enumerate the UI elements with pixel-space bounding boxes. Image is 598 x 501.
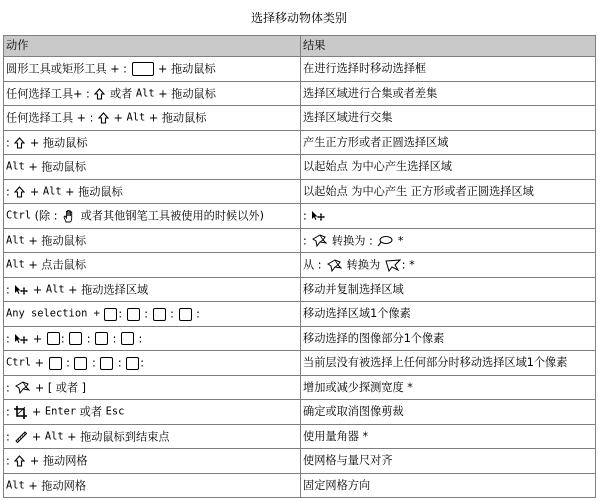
cell-text: + 拖动鼠标 [24, 160, 87, 174]
result-cell: 移动选择区域1个像素 [301, 302, 596, 327]
cell-text: : * [401, 258, 415, 272]
action-cell [4, 130, 301, 155]
cell-text: + [31, 356, 48, 370]
cell-text: : [134, 332, 143, 345]
result-cell: 移动并复制选择区域 [301, 277, 596, 302]
cell-text: : [118, 307, 126, 321]
cell-text: + [28, 405, 45, 419]
cell-text: + [28, 430, 45, 443]
cell-text: 从 : [303, 258, 326, 272]
table-header-row [4, 36, 596, 57]
header-result: 结果 [301, 36, 596, 57]
cell-text: + 拖动鼠标 [26, 136, 88, 149]
result-cell: 使网格与量尺对齐 [301, 449, 596, 474]
table-row [4, 155, 596, 180]
action-cell [4, 228, 301, 253]
lasso-icon [311, 234, 327, 247]
move-icon [14, 284, 28, 296]
cell-text: : [140, 356, 144, 370]
result-cell: 选择区域进行交集 [301, 106, 596, 131]
cell-text: : [62, 356, 74, 370]
action-cell [4, 179, 301, 204]
cell-text: 转换为 [343, 258, 384, 272]
cell-text: + 拖动网格 [26, 454, 88, 468]
result-cell: 移动选择的图像部分1个像素 [301, 326, 596, 351]
table-row [4, 326, 596, 351]
table-row [4, 57, 596, 82]
cell-text: : [6, 430, 14, 443]
table-row [4, 375, 596, 400]
action-cell [4, 400, 301, 425]
cell-text: 或者 [76, 405, 106, 419]
table-row [4, 81, 596, 106]
cell-text: : [6, 283, 14, 296]
action-cell [4, 253, 301, 278]
cell-text: + 拖动网格 [24, 479, 87, 492]
cell-text: : [60, 332, 69, 345]
result-cell: 增加或减少探测宽度 * [301, 375, 596, 400]
action-cell [4, 302, 301, 327]
crop-icon [14, 406, 27, 419]
result-cell: 选择区域进行合集或者差集 [301, 81, 596, 106]
key-name: Any selection + [6, 307, 100, 320]
table-row [4, 449, 596, 474]
cell-text: + 拖动鼠标 [145, 111, 207, 125]
cell-text: 任何选择工具+ : [6, 87, 94, 100]
table-row [4, 204, 596, 229]
table-row [4, 277, 596, 302]
cell-text: : [192, 307, 200, 321]
page-title: 选择移动物体类别 [250, 11, 347, 25]
key-name: Ctrl [6, 356, 32, 369]
table-row [4, 351, 596, 376]
arrow-key-icon [49, 357, 62, 370]
shift-icon [94, 88, 105, 100]
cell-text: : [6, 381, 14, 394]
shift-icon [98, 112, 109, 124]
result-cell: 固定网格方向 [301, 473, 596, 498]
header-action: 动作 [4, 36, 301, 57]
cell-text: 或者 [106, 87, 136, 100]
arrow-key-icon [95, 332, 108, 345]
action-cell [4, 449, 301, 474]
key-name: Alt [45, 283, 65, 295]
action-cell [4, 106, 301, 131]
cell-text: + 拖动鼠标 [154, 87, 216, 100]
cell-text: + 拖动鼠标 [24, 234, 87, 247]
table-row [4, 424, 596, 449]
result-cell: 以起始点 为中心产生 正方形或者正圆选择区域 [301, 179, 596, 204]
arrow-key-icon [104, 308, 117, 321]
ruler-icon [14, 430, 27, 443]
table-row [4, 179, 596, 204]
key-name: Alt [6, 479, 25, 491]
action-cell [4, 204, 301, 229]
cell-text: + [26, 185, 43, 198]
action-cell [4, 351, 301, 376]
table-row [4, 253, 596, 278]
arrow-key-icon [47, 332, 60, 345]
cell-text: : [109, 332, 120, 345]
cell-text: : [114, 356, 126, 370]
cell-text: : [140, 307, 152, 321]
cell-text: 任何选择工具 + : [6, 111, 97, 125]
arrow-key-icon [74, 357, 87, 370]
cell-text: + 点击鼠标 [24, 258, 87, 272]
table-row [4, 302, 596, 327]
lasso-outline-icon [377, 235, 393, 247]
action-cell [4, 57, 301, 82]
cell-text: + 拖动选择区域 [64, 283, 149, 296]
key-name: Alt [6, 234, 25, 246]
shift-icon [14, 137, 25, 149]
cell-text: : [6, 332, 14, 345]
action-cell [4, 375, 301, 400]
arrow-key-icon [69, 332, 82, 345]
cell-text: : [166, 307, 178, 321]
table-row [4, 400, 596, 425]
cell-text: 或者其他钢笔工具被使用的时候以外) [77, 209, 264, 223]
lasso-icon [14, 381, 30, 394]
key-name: Enter [44, 405, 77, 418]
key-name: Alt [6, 258, 25, 271]
polygon-lasso-icon [385, 259, 401, 272]
cell-text: : [6, 405, 14, 419]
action-cell [4, 81, 301, 106]
cell-text: : [303, 209, 311, 223]
cell-text: (除 : [31, 209, 62, 223]
shift-icon [14, 186, 25, 198]
table-row [4, 106, 596, 131]
result-cell: 在进行选择时移动选择框 [301, 57, 596, 82]
cell-text: * [394, 234, 404, 247]
result-cell: 当前层没有被选择上任何部分时移动选择区域1个像素 [301, 351, 596, 376]
key-name: Alt [42, 185, 62, 197]
cell-text: : [6, 454, 14, 468]
cell-text: : [6, 136, 14, 149]
result-cell: 产生正方形或者正圆选择区域 [301, 130, 596, 155]
arrow-key-icon [100, 357, 113, 370]
action-cell [4, 277, 301, 302]
result-cell: 以起始点 为中心产生选择区域 [301, 155, 596, 180]
arrow-key-icon [126, 357, 139, 370]
key-name: Alt [126, 111, 146, 124]
arrow-key-icon [153, 308, 166, 321]
result-cell [301, 204, 596, 229]
result-cell [301, 253, 596, 278]
action-cell [4, 326, 301, 351]
shift-icon [14, 455, 25, 467]
table-row [4, 473, 596, 498]
action-cell [4, 155, 301, 180]
arrow-key-icon [179, 308, 192, 321]
lasso-icon [326, 259, 342, 272]
key-name: Alt [6, 160, 25, 173]
cell-text: + [ 或者 ] [31, 381, 87, 394]
result-cell: 确定或取消图像剪裁 [301, 400, 596, 425]
cell-text: 圆形工具或矩形工具 + : [6, 62, 131, 76]
cell-text [100, 308, 104, 321]
cell-text: : [303, 234, 311, 247]
cell-text: : [88, 356, 100, 370]
action-cell [4, 424, 301, 449]
cell-text: + 拖动鼠标到结束点 [63, 430, 170, 443]
cell-text: : [6, 185, 14, 198]
action-cell [4, 473, 301, 498]
cell-text: 转换为 : [328, 234, 377, 247]
move-icon [14, 333, 28, 345]
key-name: Esc [105, 405, 125, 418]
cell-text: + [29, 283, 46, 296]
table-row [4, 130, 596, 155]
cell-text: + [29, 332, 46, 345]
key-icon [132, 62, 154, 76]
hand-icon [62, 209, 76, 223]
table-row [4, 228, 596, 253]
cell-text: + [109, 111, 127, 125]
key-name: Ctrl [6, 209, 32, 222]
arrow-key-icon [121, 332, 134, 345]
result-cell [301, 228, 596, 253]
cell-text: + 拖动鼠标 [154, 62, 216, 76]
result-cell: 使用量角器 * [301, 424, 596, 449]
cell-text: : [83, 332, 95, 345]
arrow-key-icon [127, 308, 140, 321]
key-name: Alt [135, 87, 155, 99]
key-name: Alt [44, 430, 64, 442]
move-icon [311, 210, 325, 222]
shortcut-table [3, 35, 596, 498]
cell-text: + 拖动鼠标 [61, 185, 123, 198]
